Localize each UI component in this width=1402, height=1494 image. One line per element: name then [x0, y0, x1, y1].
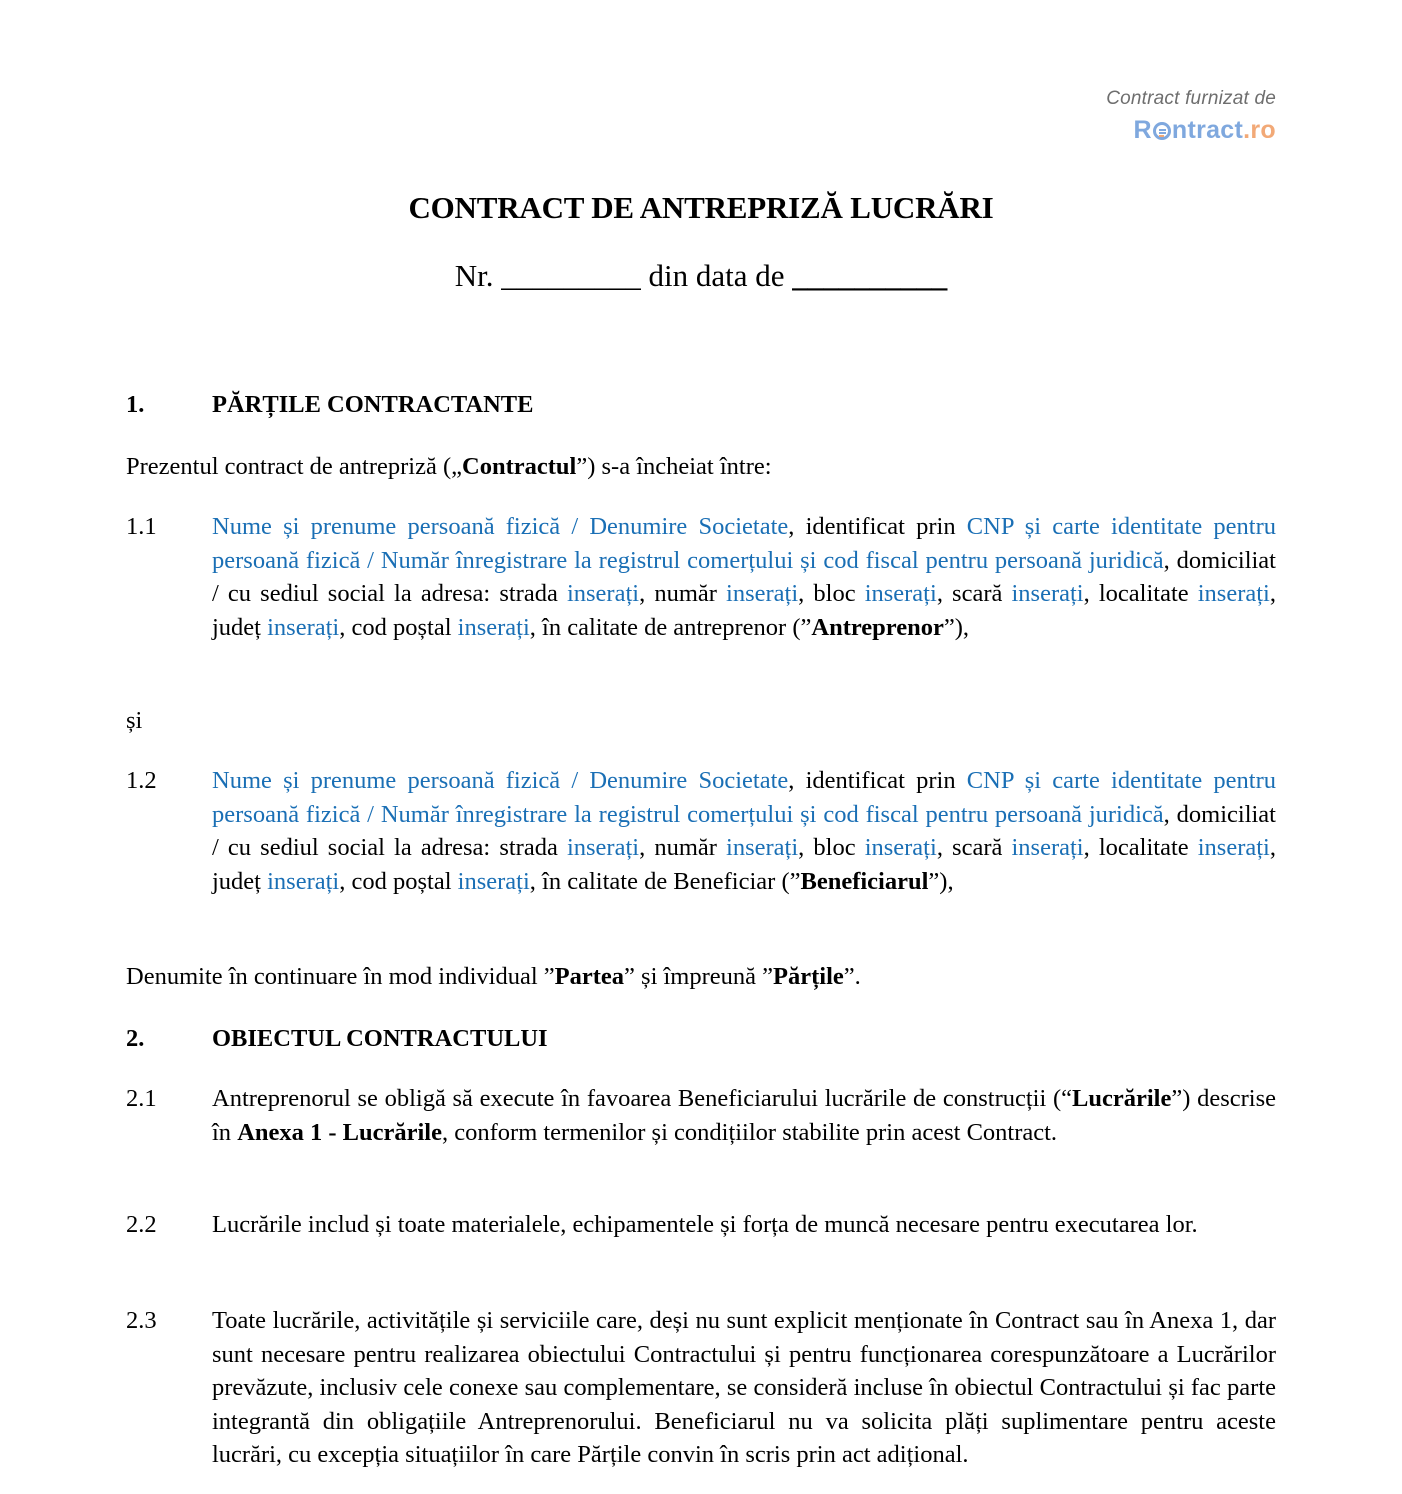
id-placeholder[interactable]: CNP și carte identitate pentru persoană fizică / Număr înregistrare la registrul comerțului și cod fiscal pentru persoană juridică	[212, 767, 1276, 828]
street-placeholder[interactable]: inserați	[566, 834, 640, 861]
defined-term: Lucrările	[1072, 1085, 1172, 1112]
text: , scară	[936, 580, 1012, 607]
defined-term: Contractul	[462, 453, 577, 480]
document-number-line	[0, 258, 1402, 294]
clause-number: 2.2	[126, 1211, 157, 1238]
number-placeholder[interactable]: inserați	[726, 580, 799, 607]
logo-main: ntract	[1171, 116, 1244, 144]
county-placeholder[interactable]: inserați	[267, 613, 340, 641]
text: ”.	[843, 963, 861, 990]
text: ”) descrise în	[212, 1085, 1276, 1146]
postal-code-placeholder[interactable]: inserați	[457, 867, 530, 895]
defined-term: Antreprenor	[811, 613, 944, 641]
number-placeholder[interactable]: inserați	[726, 834, 799, 861]
annex-reference: Anexa 1 - Lucrările	[237, 1118, 442, 1146]
text: , cod poștal	[339, 867, 458, 895]
section-number: 2.	[126, 1025, 145, 1052]
county-placeholder[interactable]: inserați	[267, 867, 340, 895]
section-heading-1	[126, 388, 1276, 422]
defined-term: Părțile	[773, 963, 844, 990]
text: , județ	[212, 834, 1276, 895]
block-placeholder[interactable]: inserați	[864, 580, 937, 607]
text: , identificat prin	[788, 767, 967, 794]
party-clause-1-2	[126, 764, 1276, 898]
clause-number: 1.2	[126, 767, 157, 794]
clause-2-2	[126, 1208, 1276, 1242]
number-blank: _________	[501, 258, 641, 293]
id-placeholder[interactable]: CNP și carte identitate pentru persoană fizică / Număr înregistrare la registrul comerțului și cod fiscal pentru persoană juridică	[212, 513, 1276, 574]
parties-definition	[126, 960, 1276, 994]
document-title: CONTRACT DE ANTREPRIZĂ LUCRĂRI	[408, 190, 994, 225]
clause-2-3	[126, 1304, 1276, 1472]
brand-watermark	[1106, 88, 1276, 145]
section-title: PĂRȚILE CONTRACTANTE	[212, 391, 534, 418]
provided-by-label: Contract furnizat de	[1106, 88, 1276, 109]
clause-text	[212, 1082, 1276, 1149]
name-placeholder[interactable]: Nume și prenume persoană fizică / Denumire Societate	[212, 767, 789, 794]
party-clause-1-1	[126, 510, 1276, 644]
text: , în calitate de Beneficiar (”	[529, 867, 801, 895]
document-circle-icon	[1153, 122, 1171, 140]
text: , bloc	[798, 580, 865, 607]
text: , localitate	[1083, 580, 1198, 607]
clause-number: 1.1	[126, 513, 157, 540]
clause-number: 2.1	[126, 1085, 157, 1112]
text: , scară	[936, 834, 1012, 861]
text: Antreprenorul se obligă să execute în favoarea Beneficiarului lucrările de construcții (“	[212, 1085, 1073, 1112]
text: , identificat prin	[788, 513, 967, 540]
clause-text	[212, 764, 1276, 898]
text: ”),	[928, 867, 954, 895]
text: ”) s-a încheiat între:	[576, 453, 772, 480]
conjunction: și	[126, 707, 143, 734]
clause-text: Toate lucrările, activitățile și serviciile care, deși nu sunt explicit menționate în Contract sau în Anexa 1, dar sunt necesare pentru realizarea obiectului Contractului și pentru funcționarea corespunzătoare a Lucrărilor prevăzute, inclusiv cele conexe sau complementare, se consideră incluse în obiectul Contractului și fac parte integrantă din obligațiile Antreprenorului. Beneficiarul nu va solicita plăți suplimentare pentru aceste lucrări, cu excepția situațiilor în care Părțile convin în scris prin act adițional.	[212, 1307, 1276, 1468]
locality-placeholder[interactable]: inserați	[1197, 834, 1270, 861]
street-placeholder[interactable]: inserați	[566, 580, 640, 607]
postal-code-placeholder[interactable]: inserați	[457, 613, 530, 641]
block-placeholder[interactable]: inserați	[864, 834, 937, 861]
clause-text: Lucrările includ și toate materialele, echipamentele și forța de muncă necesare pentru executarea lor.	[212, 1211, 1198, 1238]
text: , domiciliat / cu sediul social la adresa: strada	[212, 800, 1276, 861]
section-heading-2	[126, 1022, 1276, 1056]
clause-number: 2.3	[126, 1307, 157, 1334]
clause-2-1	[126, 1082, 1276, 1149]
name-placeholder[interactable]: Nume și prenume persoană fizică / Denumire Societate	[212, 513, 789, 540]
section-title: OBIECTUL CONTRACTULUI	[212, 1025, 548, 1052]
text: ”),	[943, 613, 970, 641]
date-blank: __________	[792, 258, 948, 293]
text: Prezentul contract de antrepriză („	[126, 453, 463, 480]
section-number: 1.	[126, 391, 145, 418]
text: , număr	[639, 834, 727, 861]
locality-placeholder[interactable]: inserați	[1197, 580, 1270, 607]
text: , conform termenilor și condițiilor stabilite prin acest Contract.	[442, 1118, 1058, 1146]
rontract-logo[interactable]	[1134, 116, 1276, 145]
logo-letter: R	[1133, 116, 1152, 144]
intro-paragraph	[126, 450, 1276, 484]
text: , județ	[212, 580, 1276, 641]
staircase-placeholder[interactable]: inserați	[1011, 834, 1084, 861]
staircase-placeholder[interactable]: inserați	[1011, 580, 1084, 607]
text: , număr	[639, 580, 727, 607]
logo-tld: .ro	[1243, 116, 1276, 144]
defined-term: Partea	[554, 963, 625, 990]
text: , cod poștal	[339, 613, 458, 641]
date-label: din data de	[648, 258, 785, 293]
text: ” și împreună ”	[624, 963, 774, 990]
defined-term: Beneficiarul	[800, 867, 929, 895]
number-label: Nr.	[454, 258, 494, 293]
text: , în calitate de antreprenor (”	[529, 613, 812, 641]
text: , localitate	[1083, 834, 1198, 861]
clause-text	[212, 510, 1276, 644]
text: Denumite în continuare în mod individual ”	[126, 963, 555, 990]
text: , bloc	[798, 834, 865, 861]
text: , domiciliat / cu sediul social la adresa: strada	[212, 546, 1276, 607]
